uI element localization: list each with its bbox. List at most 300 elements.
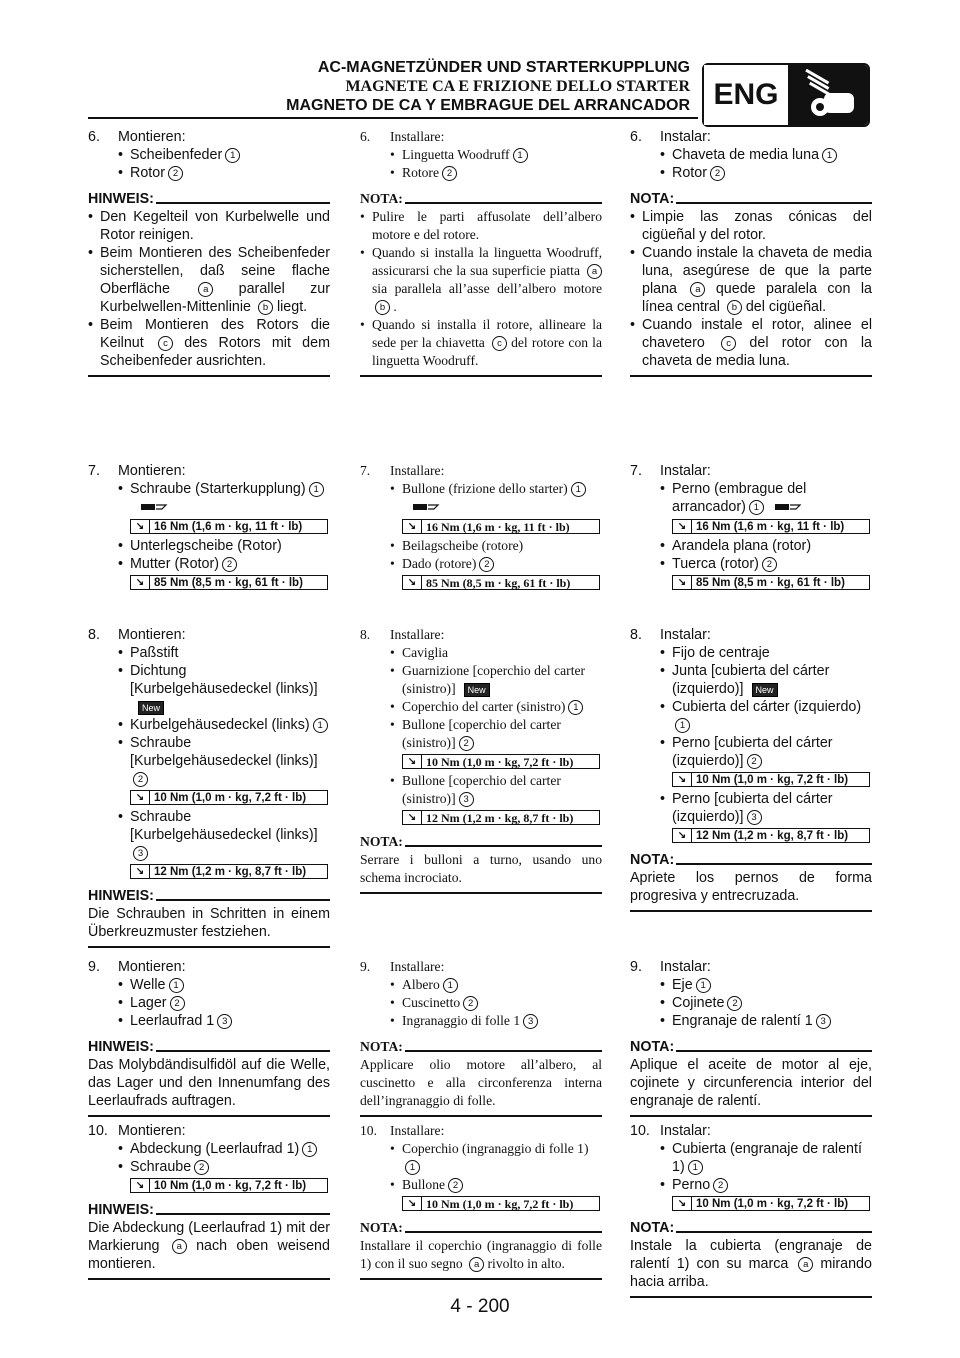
- bullet-dot: •: [660, 147, 666, 163]
- bullet-label: Tuerca (rotor): [672, 556, 759, 572]
- callout-number: 2: [747, 754, 762, 769]
- bullet-text: [672, 555, 777, 573]
- step-number: 9.: [630, 959, 642, 975]
- note-text: [360, 1237, 602, 1273]
- note-fragment: Quando si installa il rotore, allineare la sede per la chiavetta: [372, 317, 602, 350]
- bullet-dot: •: [360, 209, 365, 224]
- bullet-label: Engranaje de ralentí 1: [672, 1013, 813, 1029]
- note-label: NOTA:: [630, 852, 675, 868]
- callout-number: 1: [443, 978, 458, 993]
- note-heading: [630, 1219, 872, 1237]
- bullet-item: [630, 1176, 872, 1194]
- torque-value: 85 Nm (8,5 m · kg, 61 ft · lb): [154, 576, 303, 589]
- step-title: Installare:: [390, 463, 445, 478]
- callout-number: 1: [313, 718, 328, 733]
- bullet-label: Perno [cubierta del cárter (izquierdo)]: [672, 735, 833, 769]
- step-title: Instalar:: [660, 627, 711, 643]
- marker-letter: a: [587, 264, 602, 279]
- bullet-item: [360, 1140, 602, 1176]
- bullet-item: [360, 994, 602, 1012]
- bullet-label: Bullone [coperchio del carter (sinistro)]: [402, 773, 561, 806]
- bullet-item: [360, 164, 602, 182]
- bullet-label: Abdeckung (Leerlaufrad 1): [130, 1141, 300, 1157]
- note-label: HINWEIS:: [88, 888, 154, 904]
- note-heading: [360, 190, 602, 208]
- torque-value: 10 Nm (1,0 m · kg, 7,2 ft · lb): [696, 773, 849, 786]
- note-fragment: Die Abdeckung (Leerlaufrad 1) mit der Markierung: [88, 1220, 330, 1254]
- torque-spec: [672, 519, 870, 534]
- step-number: 6.: [360, 129, 371, 144]
- note-fragment: del cigüeñal.: [745, 299, 827, 315]
- step-number: 9.: [360, 959, 371, 974]
- step-heading: [360, 128, 602, 146]
- marker-letter: c: [492, 336, 507, 351]
- step-title: Instalar:: [660, 463, 711, 479]
- bullet-label: Schraube [Kurbelgehäusedeckel (links)]: [130, 809, 318, 843]
- step-title: Montieren:: [118, 1123, 186, 1139]
- bullet-dot: •: [660, 663, 666, 679]
- bullet-text: [402, 555, 494, 573]
- bullet-text: [402, 994, 478, 1012]
- note-bullet: [630, 208, 872, 244]
- torque-spec: [672, 1196, 870, 1211]
- step-7: [360, 462, 602, 593]
- note-text: [630, 1237, 872, 1291]
- note-rule: [156, 899, 330, 901]
- note-text: Apriete los pernos de forma progresiva y entrecruzada.: [630, 870, 872, 904]
- bullet-text: [130, 1158, 209, 1176]
- callout-number: 1: [688, 1160, 703, 1175]
- bullet-label: Unterlegscheibe (Rotor): [130, 538, 282, 554]
- bullet-label: Perno: [672, 1177, 711, 1193]
- torque-spec: [130, 1178, 328, 1193]
- step-number: 8.: [630, 627, 642, 643]
- bullet-dot: •: [660, 977, 666, 993]
- bullet-dot: •: [660, 645, 666, 661]
- bullet-item: [88, 164, 330, 182]
- note-heading: [88, 1201, 330, 1219]
- bullet-text: [672, 1140, 872, 1176]
- bullet-item: [360, 698, 602, 716]
- bullet-label: Welle: [130, 977, 166, 993]
- marker-letter: a: [198, 282, 213, 297]
- torque-wrench-icon: ↘: [673, 576, 692, 589]
- step-7: [630, 462, 872, 593]
- bullet-item: [630, 734, 872, 770]
- step-number: 7.: [630, 463, 642, 479]
- bullet-dot: •: [390, 481, 395, 496]
- note-rule: [676, 202, 872, 204]
- callout-number: 2: [459, 736, 474, 751]
- marker-letter: a: [798, 1257, 813, 1272]
- torque-spec: [130, 790, 328, 805]
- note-fragment: quede paralela con la línea central: [642, 281, 872, 315]
- bullet-text: [402, 716, 602, 752]
- bullet-text: [402, 644, 448, 662]
- note-rule: [405, 845, 602, 847]
- marker-letter: b: [727, 300, 742, 315]
- bullet-label: Rotor: [130, 165, 165, 181]
- bullet-item: [630, 555, 872, 573]
- bullet-dot: •: [630, 317, 636, 333]
- note-heading: [360, 1038, 602, 1056]
- bullet-dot: •: [88, 245, 94, 261]
- callout-number: 2: [710, 166, 725, 181]
- bullet-label: Dado (rotore): [402, 556, 477, 571]
- marker-letter: a: [469, 1257, 484, 1272]
- bullet-text: [402, 480, 602, 517]
- note-bullet: [360, 316, 602, 370]
- callout-number: 3: [459, 792, 474, 807]
- callout-number: 1: [696, 978, 711, 993]
- note-text: [88, 1219, 330, 1273]
- callout-number: 2: [170, 996, 185, 1011]
- bullet-dot: •: [660, 556, 666, 572]
- torque-spec: [402, 575, 600, 590]
- torque-value: 10 Nm (1,0 m · kg, 7,2 ft · lb): [154, 1179, 307, 1192]
- bullet-dot: •: [630, 209, 636, 225]
- bullet-item: [630, 976, 872, 994]
- step-number: 8.: [88, 627, 100, 643]
- bullet-label: Leerlaufrad 1: [130, 1013, 215, 1029]
- bullet-item: [360, 772, 602, 808]
- torque-value: 85 Nm (8,5 m · kg, 61 ft · lb): [696, 576, 845, 589]
- bullet-item: [360, 1176, 602, 1194]
- torque-value: 12 Nm (1,2 m · kg, 8,7 ft · lb): [426, 810, 574, 825]
- torque-value: 16 Nm (1,6 m · kg, 11 ft · lb): [154, 520, 303, 533]
- step-9: [360, 958, 602, 1117]
- note-text: [372, 244, 602, 316]
- bullet-label: Kurbelgehäusedeckel (links): [130, 717, 310, 733]
- bullet-label: Cuscinetto: [402, 995, 461, 1010]
- note-label: HINWEIS:: [88, 1202, 154, 1218]
- bullet-text: [402, 698, 583, 716]
- callout-number: 3: [217, 1014, 232, 1029]
- note-bullet: [630, 316, 872, 370]
- callout-number: 1: [513, 148, 528, 163]
- bullet-item: [88, 734, 330, 788]
- bullet-label: Lager: [130, 995, 167, 1011]
- note-rule: [676, 863, 872, 865]
- callout-number: 1: [749, 500, 764, 515]
- bullet-label: Schraube: [130, 1159, 192, 1175]
- bullet-text: [402, 1176, 463, 1194]
- step-number: 9.: [88, 959, 100, 975]
- bullet-text: [130, 1140, 317, 1158]
- bullet-dot: •: [390, 147, 395, 162]
- marker-letter: b: [375, 300, 390, 315]
- bullet-item: [88, 480, 330, 517]
- torque-wrench-icon: ↘: [403, 576, 422, 589]
- bullet-text: [130, 644, 178, 662]
- step-10: [360, 1122, 602, 1280]
- step-heading: [630, 958, 872, 976]
- new-badge: New: [464, 683, 490, 697]
- callout-number: 2: [463, 996, 478, 1011]
- step-heading: [88, 462, 330, 480]
- torque-value: 16 Nm (1,6 m · kg, 11 ft · lb): [696, 520, 845, 533]
- note-fragment: Beim Montieren des Scheibenfeder sicherstellen, daß seine flache Oberfläche: [100, 245, 330, 297]
- bullet-dot: •: [118, 556, 124, 572]
- bullet-item: [360, 716, 602, 752]
- bullet-text: [130, 808, 330, 862]
- step-title: Montieren:: [118, 959, 186, 975]
- callout-number: 2: [133, 772, 148, 787]
- callout-number: 2: [222, 557, 237, 572]
- bullet-dot: •: [118, 1141, 124, 1157]
- lock-symbol-icon: [140, 499, 168, 517]
- torque-value: 12 Nm (1,2 m · kg, 8,7 ft · lb): [154, 865, 307, 878]
- note-rule: [405, 1231, 602, 1233]
- bullet-label: Junta [cubierta del cárter (izquierdo)]: [672, 663, 830, 697]
- note-fragment: nach oben weisend montieren.: [88, 1238, 330, 1272]
- bullet-dot: •: [390, 1013, 395, 1028]
- note-rule: [676, 1231, 872, 1233]
- bullet-text: [130, 146, 240, 164]
- step-number: 10.: [630, 1123, 650, 1139]
- torque-wrench-icon: ↘: [673, 829, 692, 842]
- note-label: NOTA:: [360, 1039, 403, 1054]
- bullet-dot: •: [630, 245, 636, 261]
- bullet-text: [672, 146, 837, 164]
- callout-number: 3: [816, 1014, 831, 1029]
- note-label: NOTA:: [630, 1039, 675, 1055]
- bullet-item: [360, 1012, 602, 1030]
- header-title-es: MAGNETO DE CA Y EMBRAGUE DEL ARRANCADOR: [286, 97, 690, 114]
- bullet-text: [402, 164, 457, 182]
- bullet-dot: •: [390, 717, 395, 732]
- note-heading: [630, 190, 872, 208]
- header-title-de: AC-MAGNETZÜNDER UND STARTERKUPPLUNG: [317, 59, 690, 76]
- step-8: [630, 626, 872, 912]
- bullet-dot: •: [660, 538, 666, 554]
- step-9: [88, 958, 330, 1117]
- note-bullet: [630, 244, 872, 316]
- bullet-text: [672, 1176, 728, 1194]
- note-heading: [88, 887, 330, 905]
- bullet-item: [630, 164, 872, 182]
- note-heading: [88, 1038, 330, 1056]
- bullet-item: [88, 662, 330, 716]
- note-fragment: Instale la cubierta (engranaje de ralentí 1) con su marca: [630, 1238, 872, 1272]
- bullet-text: [130, 480, 330, 517]
- step-6: [360, 128, 602, 377]
- torque-spec: [672, 772, 870, 787]
- note-box: [88, 887, 330, 948]
- callout-number: 3: [133, 846, 148, 861]
- bullet-dot: •: [390, 165, 395, 180]
- bullet-item: [630, 790, 872, 826]
- callout-number: 3: [523, 1014, 538, 1029]
- bullet-text: [672, 698, 872, 734]
- step-heading: [360, 626, 602, 644]
- bullet-text: [672, 662, 872, 698]
- bullet-dot: •: [390, 538, 395, 553]
- note-bullet: [360, 208, 602, 244]
- marker-letter: b: [258, 300, 273, 315]
- note-text: [100, 316, 330, 370]
- note-box: [630, 1219, 872, 1298]
- note-rule: [156, 1213, 330, 1215]
- callout-number: 2: [762, 557, 777, 572]
- bullet-item: [630, 1140, 872, 1176]
- new-badge: New: [138, 701, 164, 715]
- torque-spec: [672, 575, 870, 590]
- callout-number: 2: [194, 1160, 209, 1175]
- step-10: [630, 1122, 872, 1298]
- note-box: [88, 1201, 330, 1280]
- note-rule: [405, 202, 602, 204]
- note-bullet: [88, 316, 330, 370]
- torque-wrench-icon: ↘: [403, 755, 422, 768]
- bullet-dot: •: [118, 663, 124, 679]
- note-box: [88, 190, 330, 377]
- bullet-dot: •: [118, 735, 124, 751]
- note-box: [88, 1038, 330, 1117]
- note-label: HINWEIS:: [88, 1039, 154, 1055]
- bullet-label: Chaveta de media luna: [672, 147, 820, 163]
- bullet-dot: •: [660, 1141, 666, 1157]
- note-text: Das Molybdändisulfidöl auf die Welle, das Lager und den Innenumfang des Leerlaufrads auftragen.: [88, 1057, 330, 1109]
- callout-number: 2: [479, 557, 494, 572]
- note-box: [360, 833, 602, 894]
- bullet-dot: •: [118, 538, 124, 554]
- note-text: [100, 208, 330, 244]
- note-text: [372, 208, 602, 244]
- step-8: [88, 626, 330, 948]
- engine-icon: [790, 65, 868, 125]
- bullet-text: [130, 716, 328, 734]
- step-number: 7.: [88, 463, 100, 479]
- bullet-dot: •: [88, 209, 94, 225]
- bullet-dot: •: [118, 165, 124, 181]
- bullet-text: [672, 644, 770, 662]
- note-heading: [630, 851, 872, 869]
- torque-wrench-icon: ↘: [673, 1197, 692, 1210]
- note-fragment: Limpie las zonas cónicas del cigüeñal y del rotor.: [642, 209, 872, 243]
- bullet-item: [88, 146, 330, 164]
- step-title: Installare:: [390, 129, 445, 144]
- bullet-item: [88, 808, 330, 862]
- bullet-text: [672, 537, 811, 555]
- step-heading: [630, 626, 872, 644]
- bullet-dot: •: [118, 1013, 124, 1029]
- bullet-dot: •: [390, 699, 395, 714]
- torque-value: 10 Nm (1,0 m · kg, 7,2 ft · lb): [154, 791, 307, 804]
- step-7: [88, 462, 330, 593]
- bullet-label: Scheibenfeder: [130, 147, 223, 163]
- note-label: HINWEIS:: [88, 191, 154, 207]
- bullet-item: [630, 537, 872, 555]
- bullet-label: Ingranaggio di folle 1: [402, 1013, 521, 1028]
- bullet-label: Coperchio (ingranaggio di folle 1): [402, 1141, 589, 1156]
- callout-number: 1: [302, 1142, 317, 1157]
- bullet-label: Perno [cubierta del cárter (izquierdo)]: [672, 791, 833, 825]
- bullet-label: Mutter (Rotor): [130, 556, 219, 572]
- torque-spec: [672, 828, 870, 843]
- bullet-text: [672, 480, 872, 517]
- torque-spec: [402, 1196, 600, 1211]
- note-fragment: liegt.: [276, 299, 308, 315]
- bullet-label: Rotor: [672, 165, 707, 181]
- note-fragment: del rotore con la linguetta Woodruff.: [372, 335, 602, 368]
- bullet-text: [672, 734, 872, 770]
- note-fragment: Cuando instale la chaveta de media luna, asegúrese de que la parte plana: [642, 245, 872, 297]
- bullet-label: Eje: [672, 977, 693, 993]
- step-heading: [88, 626, 330, 644]
- note-box: [360, 1219, 602, 1280]
- callout-number: 1: [225, 148, 240, 163]
- callout-number: 1: [571, 482, 586, 497]
- bullet-text: [672, 790, 872, 826]
- bullet-label: Coperchio del carter (sinistro): [402, 699, 566, 714]
- note-fragment: Pulire le parti affusolate dell’albero motore e del rotore.: [372, 209, 602, 242]
- bullet-item: [88, 994, 330, 1012]
- note-text: [642, 316, 872, 370]
- note-label: NOTA:: [360, 834, 403, 849]
- note-box: [630, 1038, 872, 1117]
- bullet-dot: •: [88, 317, 94, 333]
- note-heading: [630, 1038, 872, 1056]
- bullet-text: [130, 662, 330, 716]
- callout-number: 1: [568, 700, 583, 715]
- marker-letter: c: [721, 336, 736, 351]
- bullet-dot: •: [660, 791, 666, 807]
- step-title: Instalar:: [660, 129, 711, 145]
- note-fragment: Quando si installa la linguetta Woodruff, assicurarsi che la sua superficie piatta: [372, 245, 602, 278]
- torque-wrench-icon: ↘: [131, 1179, 150, 1192]
- callout-number: 2: [168, 166, 183, 181]
- torque-wrench-icon: ↘: [673, 520, 692, 533]
- bullet-item: [360, 662, 602, 698]
- step-heading: [630, 128, 872, 146]
- bullet-dot: •: [118, 809, 124, 825]
- bullet-dot: •: [118, 977, 124, 993]
- bullet-item: [360, 644, 602, 662]
- header-title-it: MAGNETE CA E FRIZIONE DELLO STARTER: [345, 78, 690, 95]
- step-heading: [88, 958, 330, 976]
- bullet-label: Linguetta Woodruff: [402, 147, 510, 162]
- bullet-text: [672, 1012, 831, 1030]
- step-title: Instalar:: [660, 1123, 711, 1139]
- bullet-label: Albero: [402, 977, 440, 992]
- step-title: Montieren:: [118, 627, 186, 643]
- note-rule: [156, 1050, 330, 1052]
- bullet-dot: •: [118, 645, 124, 661]
- note-label: NOTA:: [360, 191, 403, 206]
- callout-number: 2: [713, 1178, 728, 1193]
- bullet-dot: •: [360, 245, 365, 260]
- note-text: Aplique el aceite de motor al eje, cojinete y circunferencia interior del engranaje de ralentí.: [630, 1057, 872, 1109]
- bullet-dot: •: [390, 645, 395, 660]
- bullet-dot: •: [660, 735, 666, 751]
- bullet-text: [402, 662, 602, 698]
- note-bullet: [88, 208, 330, 244]
- step-heading: [88, 128, 330, 146]
- bullet-label: Bullone (frizione dello starter): [402, 481, 568, 496]
- page-number: 4 - 200: [450, 1296, 510, 1317]
- bullet-item: [360, 555, 602, 573]
- marker-letter: c: [158, 336, 173, 351]
- bullet-dot: •: [390, 556, 395, 571]
- eng-badge: [702, 63, 870, 127]
- bullet-dot: •: [118, 481, 124, 497]
- bullet-label: Cojinete: [672, 995, 725, 1011]
- step-heading: [360, 1122, 602, 1140]
- note-text: [100, 244, 330, 316]
- bullet-item: [88, 1012, 330, 1030]
- bullet-label: Cubierta del cárter (izquierdo): [672, 699, 862, 715]
